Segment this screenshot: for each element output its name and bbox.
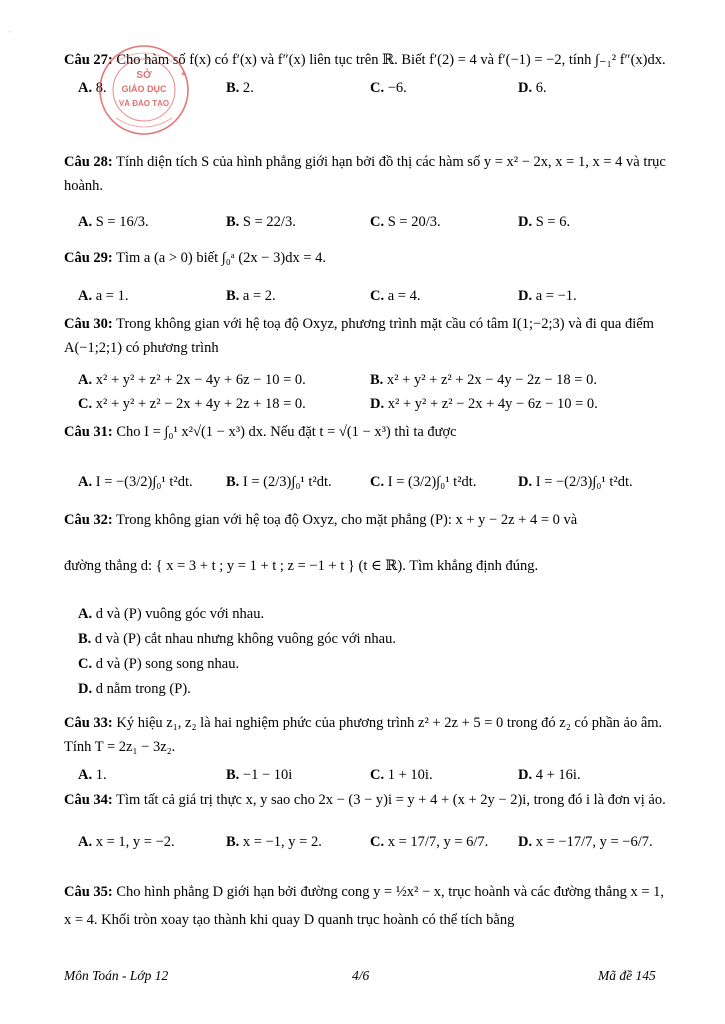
option-c[interactable]: C. x² + y² + z² − 2x + 4y + 2z + 18 = 0. (78, 396, 306, 412)
option-c[interactable]: C. d và (P) song song nhau. (78, 656, 240, 672)
svg-text:SỞ: SỞ (136, 70, 152, 81)
footer-exam-code: Mã đề 145 (598, 968, 656, 983)
question-29 (64, 246, 674, 310)
option-c[interactable]: C. 1 + 10i. (370, 767, 433, 783)
footer-subject: Môn Toán - Lớp 12 (64, 968, 169, 983)
option-d[interactable]: D. I = −(2/3)∫₀¹ t²dt. (518, 474, 633, 490)
question-label: Câu 31: (64, 424, 113, 440)
question-31 (64, 420, 674, 496)
option-a[interactable]: A. x = 1, y = −2. (78, 834, 175, 850)
question-label: Câu 30: (64, 316, 113, 332)
options (64, 602, 674, 702)
option-d[interactable]: D. x² + y² + z² − 2x + 4y − 6z − 10 = 0. (370, 396, 598, 412)
options (64, 763, 674, 787)
question-35 (64, 878, 674, 934)
options-row-1 (64, 366, 674, 390)
option-b[interactable]: B. d và (P) cắt nhau nhưng không vuông góc với nhau. (78, 631, 396, 647)
svg-text:VÀ ĐÀO TẠO: VÀ ĐÀO TẠO (118, 99, 170, 108)
question-33 (64, 711, 674, 787)
option-d[interactable]: D. 6. (518, 80, 547, 96)
option-b[interactable]: B. 2. (226, 80, 254, 96)
margin-mark: ˈ (8, 30, 11, 39)
option-d[interactable]: D. d nằm trong (P). (78, 681, 191, 697)
question-stem: Ký hiệu z₁, z₂ là hai nghiệm phức của phương trình z² + 2z + 5 = 0 trong đó z₂ có phần ảo âm. Tính T = 2z₁ − 3z₂. (64, 715, 663, 755)
question-34 (64, 788, 674, 856)
option-b[interactable]: B. I = (2/3)∫₀¹ t²dt. (226, 474, 332, 490)
question-32 (64, 508, 674, 702)
option-c[interactable]: C. −6. (370, 80, 407, 96)
options-row-2 (64, 390, 674, 414)
option-c[interactable]: C. x = 17/7, y = 6/7. (370, 834, 489, 850)
line-equation: đường thẳng d: { x = 3 + t ; y = 1 + t ; z = −1 + t } (t ∈ ℝ). Tìm khẳng định đúng. (64, 558, 539, 574)
footer-page-number: 4/6 (352, 968, 370, 983)
options (64, 208, 674, 236)
svg-text:★: ★ (180, 71, 187, 78)
option-a[interactable]: A. I = −(3/2)∫₀¹ t²dt. (78, 474, 193, 490)
options (64, 282, 674, 310)
question-label: Câu 35: (64, 884, 113, 900)
question-stem: Cho hình phẳng D giới hạn bởi đường cong y = ½x² − x, trục hoành và các đường thẳng x = 1, x = 4. Khối tròn xoay tạo thành khi quay D quanh trục hoành có thể tích bằng (64, 884, 665, 928)
official-stamp-seal (96, 42, 192, 138)
question-stem: Tìm a (a > 0) biết ∫₀ᵃ (2x − 3)dx = 4. (116, 250, 326, 266)
options (64, 468, 674, 496)
question-label: Câu 27: (64, 52, 113, 68)
option-d[interactable]: D. 4 + 16i. (518, 767, 581, 783)
option-c[interactable]: C. a = 4. (370, 288, 421, 304)
option-a[interactable]: A. S = 16/3. (78, 214, 149, 230)
question-stem: Tìm tất cả giá trị thực x, y sao cho 2x − (3 − y)i = y + 4 + (x + 2y − 2)i, trong đó i là đơn vị ảo. (116, 792, 666, 808)
question-30 (64, 312, 674, 414)
option-b[interactable]: B. x² + y² + z² + 2x − 4y − 2z − 18 = 0. (370, 372, 597, 388)
question-stem: Cho hàm số f(x) có f′(x) và f″(x) liên tục trên ℝ. Biết f′(2) = 4 và f′(−1) = −2, tính ∫₋₁² f″(x)dx. (116, 52, 666, 68)
option-a[interactable]: A. 8. (78, 80, 107, 96)
option-d[interactable]: D. x = −17/7, y = −6/7. (518, 834, 653, 850)
question-label: Câu 33: (64, 715, 113, 731)
option-d[interactable]: D. a = −1. (518, 288, 577, 304)
question-stem: Cho I = ∫₀¹ x²√(1 − x³) dx. Nếu đặt t = √(1 − x³) thì ta được (116, 424, 457, 440)
option-a[interactable]: A. a = 1. (78, 288, 129, 304)
option-d[interactable]: D. S = 6. (518, 214, 571, 230)
option-a[interactable]: A. d và (P) vuông góc với nhau. (78, 606, 265, 622)
question-label: Câu 29: (64, 250, 113, 266)
option-c[interactable]: C. I = (3/2)∫₀¹ t²dt. (370, 474, 477, 490)
options (64, 828, 674, 856)
option-c[interactable]: C. S = 20/3. (370, 214, 441, 230)
option-a[interactable]: A. 1. (78, 767, 107, 783)
question-label: Câu 32: (64, 512, 113, 528)
option-b[interactable]: B. S = 22/3. (226, 214, 296, 230)
question-stem: Tính diện tích S của hình phẳng giới hạn bởi đồ thị các hàm số y = x² − 2x, x = 1, x = 4 và trục hoành. (64, 154, 666, 194)
question-stem: Trong không gian với hệ toạ độ Oxyz, phương trình mặt cầu có tâm I(1;−2;3) và đi qua điểm A(−1;2;1) có phương trình (64, 316, 654, 356)
question-label: Câu 28: (64, 154, 113, 170)
svg-text:GIÁO DỤC: GIÁO DỤC (121, 84, 167, 94)
question-stem: Trong không gian với hệ toạ độ Oxyz, cho mặt phẳng (P): x + y − 2z + 4 = 0 và (116, 512, 578, 528)
question-label: Câu 34: (64, 792, 113, 808)
option-b[interactable]: B. x = −1, y = 2. (226, 834, 322, 850)
option-a[interactable]: A. x² + y² + z² + 2x − 4y + 6z − 10 = 0. (78, 372, 306, 388)
option-b[interactable]: B. a = 2. (226, 288, 276, 304)
option-b[interactable]: B. −1 − 10i (226, 767, 293, 783)
question-28 (64, 150, 674, 236)
